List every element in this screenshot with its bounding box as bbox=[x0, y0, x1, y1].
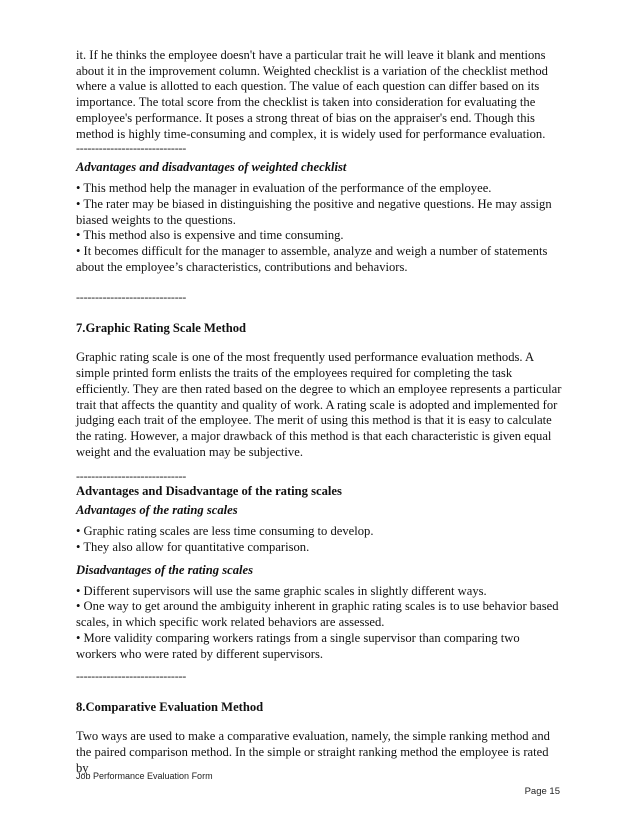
weighted-bullet: • The rater may be biased in distinguishing the positive and negative questions. He may assign biased weights to the questions. bbox=[76, 196, 552, 227]
separator-line: ----------------------------- bbox=[76, 141, 187, 156]
comparative-heading: 8.Comparative Evaluation Method bbox=[76, 700, 264, 715]
comparative-paragraph: Two ways are used to make a comparative evaluation, namely, the simple ranking method and the paired comparison method. In the simple or straight ranking method the employee is rated by bbox=[76, 729, 550, 775]
footer-page-number: Page 15 bbox=[524, 786, 560, 797]
graphic-rating-paragraph: Graphic rating scale is one of the most frequently used performance evaluation methods. A simple printed form enlists the traits of the employees required for completing the task efficiently. They are then rated based on the degree to which an employee represents a particular trait that affects the quantity and quality of work. A rating scale is adopted and implemented for judging each trait of the employee. The merit of using this method is that it is easy to calculate the rating. However, a major drawback of this method is that each characteristic is given equal weight and the evaluation may be subjective. bbox=[76, 350, 562, 459]
weighted-checklist-heading: Advantages and disadvantages of weighted checklist bbox=[76, 160, 347, 175]
rating-advantage-item: • They also allow for quantitative comparison. bbox=[76, 540, 310, 555]
graphic-rating-heading: 7.Graphic Rating Scale Method bbox=[76, 321, 247, 336]
weighted-bullet: • This method help the manager in evaluation of the performance of the employee. bbox=[76, 181, 492, 196]
separator-line: ----------------------------- bbox=[76, 669, 187, 684]
rating-disadvantage-item: • One way to get around the ambiguity inherent in graphic rating scales is to use behavior based scales, in which specific work related behaviors are assessed. bbox=[76, 599, 559, 630]
rating-disadvantage-item: • More validity comparing workers ratings from a single supervisor than comparing two workers who were rated by different supervisors. bbox=[76, 630, 520, 661]
rating-scales-heading: Advantages and Disadvantage of the rating scales bbox=[76, 484, 342, 499]
weighted-bullet: • It becomes difficult for the manager to assemble, analyze and weigh a number of statements about the employee’s characteristics, contributions and behaviors. bbox=[76, 244, 548, 274]
intro-paragraph: it. If he thinks the employee doesn't have a particular trait he will leave it blank and mentions about it in the improvement column. Weighted checklist is a variation of the checklist method where a value is allotted to each question. The value of each question can differ based on its importance. The total score from the checklist is taken into consideration for evaluating the employee's performance. It poses a strong threat of bias on the appraiser's end. Though this method is highly time-consuming and complex, it is widely used for performance evaluation. bbox=[76, 48, 548, 141]
rating-disadvantage-item: • Different supervisors will use the same graphic scales in slightly different ways. bbox=[76, 583, 487, 598]
rating-disadvantages-heading: Disadvantages of the rating scales bbox=[76, 562, 254, 577]
rating-advantages-heading: Advantages of the rating scales bbox=[76, 503, 238, 518]
separator-line: ----------------------------- bbox=[76, 290, 187, 305]
page-content bbox=[76, 48, 562, 776]
weighted-bullet: • This method also is expensive and time consuming. bbox=[76, 228, 344, 243]
rating-advantage-item: • Graphic rating scales are less time consuming to develop. bbox=[76, 524, 374, 539]
footer-document-title: Job Performance Evaluation Form bbox=[76, 771, 213, 781]
separator-line: ----------------------------- bbox=[76, 469, 187, 484]
